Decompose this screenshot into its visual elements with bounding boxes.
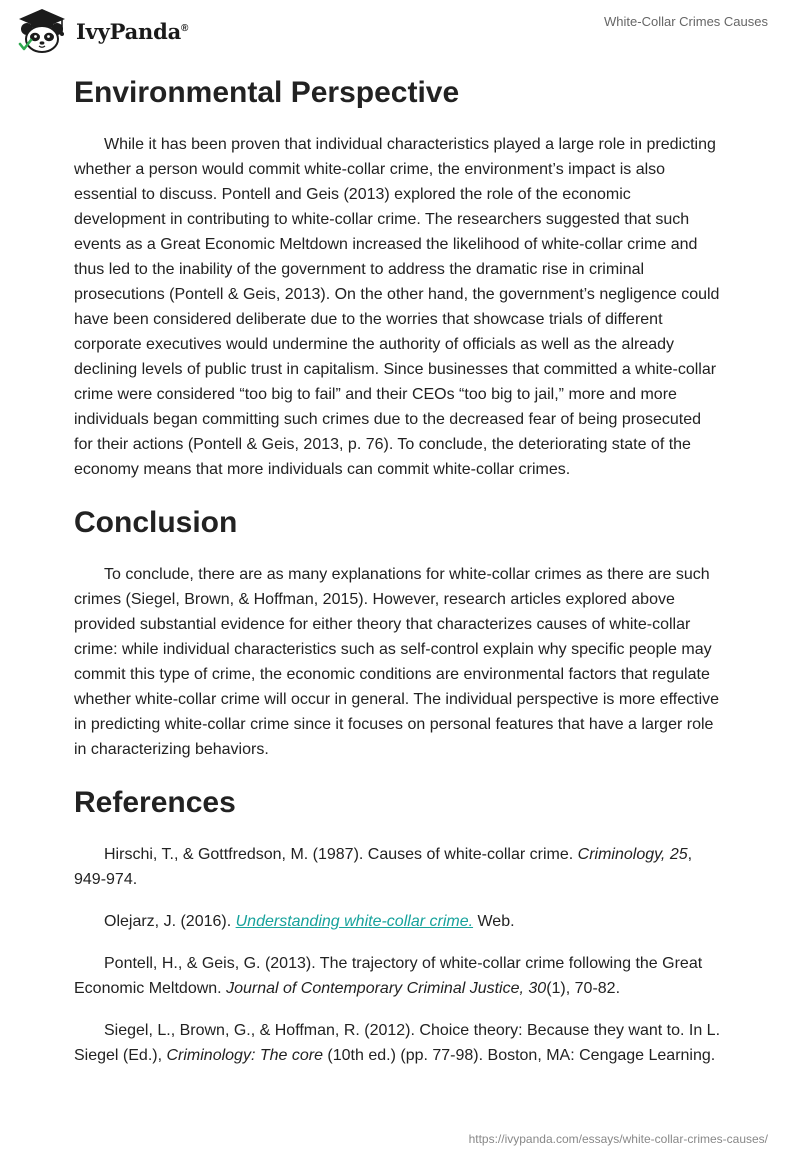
reference-item: Siegel, L., Brown, G., & Hoffman, R. (2012). Choice theory: Because they want to. In L. Siegel (Ed.), Criminology: The core (10th ed.) (pp. 77-98). Boston, MA: Cengage Learning.: [74, 1022, 721, 1064]
reference-item: Olejarz, J. (2016). Understanding white-collar crime. Web.: [104, 913, 515, 930]
conclusion-paragraph: To conclude, there are as many explanations for white-collar crimes as there are such crimes (Siegel, Brown, & Hoffman, 2015). However, research articles explored above provided substantial evidence for either theory that characterizes causes of white-collar crime: while individual characteristics such as self-control explain why specific people may commit this type of crime, the economic conditions are environmental factors that regulate whether white-collar crime will occur in general. The individual perspective is more effective in predicting white-collar crime since it focuses on personal features that have a larger role in characterizing behaviors.: [74, 566, 720, 758]
reference-item: Hirschi, T., & Gottfredson, M. (1987). Causes of white-collar crime. Criminology, 25, 949-974.: [74, 846, 693, 888]
ivypanda-logo[interactable]: [14, 8, 188, 54]
essay-content: [74, 72, 724, 1068]
environmental-perspective-heading: Environmental Perspective: [74, 76, 460, 109]
reference-link[interactable]: Understanding white-collar crime.: [235, 913, 474, 930]
environmental-perspective-paragraph: While it has been proven that individual characteristics played a large role in predicting whether a person would commit white-collar crime, the environment’s impact is also essential to discuss. Pontell and Geis (2013) explored the role of the economic development in contributing to white-collar crime. The researchers suggested that such events as a Great Economic Meltdown increased the likelihood of white-collar crime and thus led to the inability of the government to address the dramatic rise in criminal prosecutions (Pontell & Geis, 2013). On the other hand, the government’s negligence could have been considered deliberate due to the worries that showcase trials of different corporate executives would undermine the authority of officials as well as the already declining levels of public trust in capitalism. Since businesses that committed a white-collar crime were considered “too big to fail” and their CEOs “too big to jail,” more and more individuals began committing such crimes due to the decreased fear of being prosecuted for their actions (Pontell & Geis, 2013, p. 76). To conclude, the deteriorating state of the economy means that more individuals can commit white-collar crimes.: [74, 136, 720, 478]
footer-url[interactable]: https://ivypanda.com/essays/white-collar-crimes-causes/: [468, 1132, 768, 1146]
document-title: White-Collar Crimes Causes: [604, 14, 768, 29]
panda-graduate-icon: [14, 8, 70, 54]
logo-text: IvyPanda®: [76, 18, 189, 44]
conclusion-heading: Conclusion: [74, 506, 238, 539]
reference-item: Pontell, H., & Geis, G. (2013). The trajectory of white-collar crime following the Great Economic Meltdown. Journal of Contemporary Criminal Justice, 30(1), 70-82.: [74, 955, 703, 997]
page-header: [0, 0, 800, 64]
references-heading: References: [74, 786, 236, 819]
